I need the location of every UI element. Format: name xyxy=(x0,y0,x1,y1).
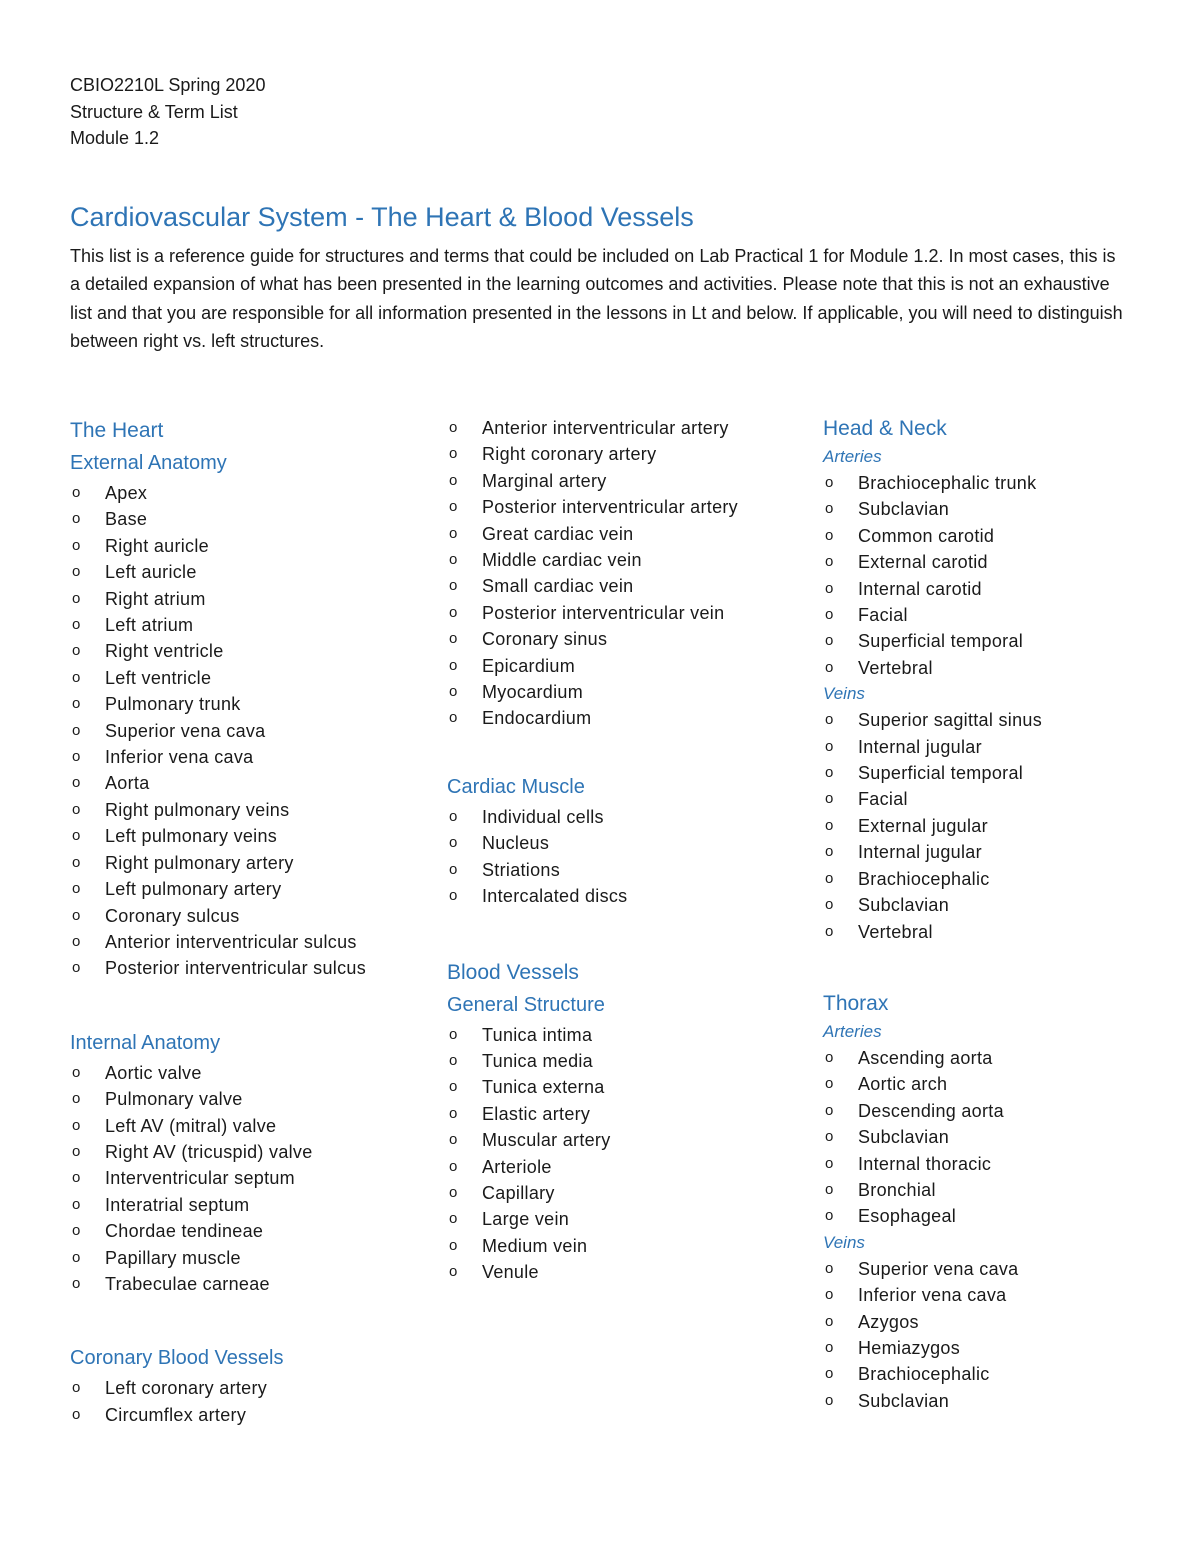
term-text: Pulmonary valve xyxy=(105,1089,243,1110)
bullet-circle-icon: o xyxy=(825,1101,834,1119)
bullet-circle-icon: o xyxy=(825,1365,834,1383)
bullet-circle-icon: o xyxy=(72,959,81,977)
bullet-circle-icon: o xyxy=(449,524,458,542)
term-text: Interatrial septum xyxy=(105,1194,250,1215)
term-text: Small cardiac vein xyxy=(482,576,634,597)
bullet-circle-icon: o xyxy=(72,1090,81,1108)
list-item xyxy=(70,559,430,585)
list-item xyxy=(447,494,767,520)
term-text: Middle cardiac vein xyxy=(482,550,642,571)
term-text: Internal jugular xyxy=(858,736,982,757)
term-text: Great cardiac vein xyxy=(482,523,634,544)
bullet-circle-icon: o xyxy=(825,737,834,755)
term-list xyxy=(823,470,1153,681)
term-text: Azygos xyxy=(858,1311,919,1332)
bullet-circle-icon: o xyxy=(825,816,834,834)
list-item xyxy=(447,600,767,626)
list-item xyxy=(447,1180,767,1206)
term-list xyxy=(70,1060,430,1298)
section-heading-thorax: Thorax xyxy=(823,991,889,1015)
term-list xyxy=(70,1375,430,1428)
list-item xyxy=(70,718,430,744)
list-item xyxy=(70,797,430,823)
term-text: Ascending aorta xyxy=(858,1047,993,1068)
term-text: Aortic arch xyxy=(858,1074,948,1095)
term-list xyxy=(447,1022,767,1286)
term-text: Trabeculae carneae xyxy=(105,1273,270,1294)
term-text: Tunica externa xyxy=(482,1077,605,1098)
term-text: Pulmonary trunk xyxy=(105,694,241,715)
subsection-heading-external-anatomy: External Anatomy xyxy=(70,452,227,474)
bullet-circle-icon: o xyxy=(449,577,458,595)
section-spacer xyxy=(447,732,767,770)
list-item xyxy=(823,1098,1153,1124)
term-list xyxy=(823,1256,1153,1414)
list-item xyxy=(70,1113,430,1139)
list-item xyxy=(70,691,430,717)
list-item xyxy=(823,602,1153,628)
list-item xyxy=(70,1245,430,1271)
term-text: Superior vena cava xyxy=(858,1258,1019,1279)
section-heading-the-heart: The Heart xyxy=(70,419,164,442)
term-text: Capillary xyxy=(482,1182,555,1203)
bullet-circle-icon: o xyxy=(825,579,834,597)
term-text: Papillary muscle xyxy=(105,1247,241,1268)
term-text: Vertebral xyxy=(858,657,933,678)
bullet-circle-icon: o xyxy=(449,656,458,674)
term-text: Interventricular septum xyxy=(105,1168,295,1189)
bullet-circle-icon: o xyxy=(72,1379,81,1397)
term-text: Anterior interventricular sulcus xyxy=(105,931,357,952)
list-item xyxy=(447,679,767,705)
bullet-circle-icon: o xyxy=(72,880,81,898)
bullet-circle-icon: o xyxy=(825,606,834,624)
section-spacer xyxy=(447,910,767,958)
list-item xyxy=(70,876,430,902)
term-text: Coronary sulcus xyxy=(105,905,240,926)
term-text: Aortic valve xyxy=(105,1062,202,1083)
term-text: Right ventricle xyxy=(105,641,224,662)
bullet-circle-icon: o xyxy=(449,807,458,825)
list-item xyxy=(823,1177,1153,1203)
term-text: Elastic artery xyxy=(482,1103,591,1124)
bullet-circle-icon: o xyxy=(449,1104,458,1122)
term-text: Tunica media xyxy=(482,1050,593,1071)
term-list xyxy=(447,804,767,910)
list-item xyxy=(447,705,767,731)
list-item xyxy=(823,1335,1153,1361)
term-text: Brachiocephalic xyxy=(858,1364,990,1385)
bullet-circle-icon: o xyxy=(449,1078,458,1096)
list-item xyxy=(70,586,430,612)
bullet-circle-icon: o xyxy=(72,1274,81,1292)
list-item xyxy=(823,628,1153,654)
list-item xyxy=(447,573,767,599)
term-text: Muscular artery xyxy=(482,1130,611,1151)
list-item xyxy=(823,707,1153,733)
bullet-circle-icon: o xyxy=(825,1154,834,1172)
section-heading-head-neck: Head & Neck xyxy=(823,417,947,440)
term-text: Internal jugular xyxy=(858,842,982,863)
bullet-circle-icon: o xyxy=(72,589,81,607)
list-item xyxy=(447,653,767,679)
bullet-circle-icon: o xyxy=(825,553,834,571)
term-text: Left AV (mitral) valve xyxy=(105,1115,277,1136)
term-text: Left atrium xyxy=(105,615,194,636)
list-item xyxy=(447,1022,767,1048)
bullet-circle-icon: o xyxy=(449,603,458,621)
bullet-circle-icon: o xyxy=(825,658,834,676)
list-item xyxy=(823,786,1153,812)
bullet-circle-icon: o xyxy=(72,1142,81,1160)
bullet-circle-icon: o xyxy=(825,1391,834,1409)
term-text: Left pulmonary artery xyxy=(105,879,282,900)
term-text: Subclavian xyxy=(858,1127,950,1148)
list-item xyxy=(447,415,767,441)
term-text: Myocardium xyxy=(482,682,584,703)
term-text: Striations xyxy=(482,859,561,880)
bullet-circle-icon: o xyxy=(72,510,81,528)
term-text: Bronchial xyxy=(858,1179,936,1200)
list-item xyxy=(70,1165,430,1191)
term-text: Large vein xyxy=(482,1209,570,1230)
list-item xyxy=(823,1309,1153,1335)
term-text: Hemiazygos xyxy=(858,1337,961,1358)
course-label: CBIO2210L Spring 2020 xyxy=(70,75,266,95)
term-text: Subclavian xyxy=(858,499,950,520)
column-vessels xyxy=(447,415,767,1286)
term-text: Brachiocephalic xyxy=(858,868,990,889)
bullet-circle-icon: o xyxy=(825,500,834,518)
list-item xyxy=(447,830,767,856)
bullet-circle-icon: o xyxy=(825,1075,834,1093)
list-item xyxy=(823,919,1153,945)
list-item xyxy=(447,1074,767,1100)
list-item xyxy=(70,506,430,532)
bullet-circle-icon: o xyxy=(72,932,81,950)
bullet-circle-icon: o xyxy=(72,1063,81,1081)
subsection-heading-general-structure: General Structure xyxy=(447,993,605,1016)
bullet-circle-icon: o xyxy=(72,853,81,871)
bullet-circle-icon: o xyxy=(825,869,834,887)
list-item xyxy=(70,1271,430,1297)
term-text: Tunica intima xyxy=(482,1024,593,1045)
bullet-circle-icon: o xyxy=(825,632,834,650)
intro-paragraph: This list is a reference guide for structures and terms that could be included on Lab Practical 1 for Module 1.2. In most cases, this is a detailed expansion of what has been presented in the learning outcomes and activities. Please note that this is not an exhaustive list and that you are responsible for all information presented in the lessons in Lt and below. If applicable, you will need to distinguish between right vs. left structures. xyxy=(70,246,1123,351)
bullet-circle-icon: o xyxy=(72,1405,81,1423)
list-item xyxy=(823,523,1153,549)
list-item xyxy=(823,1256,1153,1282)
list-item xyxy=(70,850,430,876)
bullet-circle-icon: o xyxy=(825,1048,834,1066)
term-text: Subclavian xyxy=(858,1390,950,1411)
list-item xyxy=(70,823,430,849)
list-item xyxy=(70,903,430,929)
list-item xyxy=(70,1060,430,1086)
list-item xyxy=(823,576,1153,602)
term-text: Posterior interventricular sulcus xyxy=(105,958,366,979)
list-item xyxy=(823,839,1153,865)
list-item xyxy=(70,1086,430,1112)
term-text: Internal carotid xyxy=(858,578,982,599)
list-item xyxy=(447,1127,767,1153)
list-item xyxy=(823,734,1153,760)
arteries-label: Arteries xyxy=(823,447,882,466)
term-text: Medium vein xyxy=(482,1235,588,1256)
term-text: Endocardium xyxy=(482,708,592,729)
list-item xyxy=(823,1045,1153,1071)
list-item xyxy=(823,496,1153,522)
term-text: Vertebral xyxy=(858,921,933,942)
bullet-circle-icon: o xyxy=(449,1025,458,1043)
term-text: Venule xyxy=(482,1262,539,1283)
list-item xyxy=(823,1361,1153,1387)
bullet-circle-icon: o xyxy=(825,1180,834,1198)
list-item xyxy=(447,857,767,883)
term-text: Aorta xyxy=(105,773,150,794)
list-item xyxy=(70,1375,430,1401)
list-item xyxy=(823,1124,1153,1150)
bullet-circle-icon: o xyxy=(825,790,834,808)
bullet-circle-icon: o xyxy=(72,827,81,845)
term-text: Superior vena cava xyxy=(105,720,266,741)
module-label: Module 1.2 xyxy=(70,128,160,148)
bullet-circle-icon: o xyxy=(72,616,81,634)
list-item xyxy=(447,441,767,467)
term-list xyxy=(823,707,1153,945)
term-text: External carotid xyxy=(858,552,988,573)
term-text: Facial xyxy=(858,605,908,626)
list-item xyxy=(70,929,430,955)
bullet-circle-icon: o xyxy=(72,1169,81,1187)
term-text: Esophageal xyxy=(858,1206,957,1227)
doc-type-label: Structure & Term List xyxy=(70,101,238,122)
list-item xyxy=(447,521,767,547)
bullet-circle-icon: o xyxy=(449,834,458,852)
bullet-circle-icon: o xyxy=(72,1195,81,1213)
list-item xyxy=(823,760,1153,786)
bullet-circle-icon: o xyxy=(449,419,458,436)
term-text: Individual cells xyxy=(482,806,604,827)
list-item xyxy=(70,744,430,770)
bullet-circle-icon: o xyxy=(72,642,81,660)
term-text: Anterior interventricular artery xyxy=(482,418,729,438)
term-text: Left ventricle xyxy=(105,667,212,688)
term-text: Intercalated discs xyxy=(482,886,628,907)
term-text: Internal thoracic xyxy=(858,1153,992,1174)
bullet-circle-icon: o xyxy=(449,887,458,905)
term-text: Superficial temporal xyxy=(858,763,1024,784)
term-text: Coronary sinus xyxy=(482,629,608,650)
list-item xyxy=(447,804,767,830)
list-item xyxy=(823,1151,1153,1177)
bullet-circle-icon: o xyxy=(72,774,81,792)
bullet-circle-icon: o xyxy=(449,1157,458,1175)
bullet-circle-icon: o xyxy=(72,1248,81,1266)
term-text: Left pulmonary veins xyxy=(105,826,278,847)
term-text: Descending aorta xyxy=(858,1100,1004,1121)
bullet-circle-icon: o xyxy=(825,896,834,914)
list-item xyxy=(447,1101,767,1127)
term-text: Chordae tendineae xyxy=(105,1221,264,1242)
bullet-circle-icon: o xyxy=(825,1338,834,1356)
list-item xyxy=(823,655,1153,681)
bullet-circle-icon: o xyxy=(72,906,81,924)
bullet-circle-icon: o xyxy=(449,630,458,648)
list-item xyxy=(823,1071,1153,1097)
list-item xyxy=(70,480,430,506)
term-text: Common carotid xyxy=(858,525,995,546)
list-item xyxy=(823,813,1153,839)
list-item xyxy=(823,549,1153,575)
bullet-circle-icon: o xyxy=(825,1259,834,1277)
list-item xyxy=(823,1388,1153,1414)
list-item xyxy=(823,892,1153,918)
list-item xyxy=(70,665,430,691)
subsection-heading-internal-anatomy: Internal Anatomy xyxy=(70,1031,221,1054)
list-item xyxy=(447,1259,767,1285)
bullet-circle-icon: o xyxy=(449,1131,458,1149)
list-item xyxy=(823,1282,1153,1308)
term-text: Posterior interventricular artery xyxy=(482,497,738,518)
term-text: Left coronary artery xyxy=(105,1378,268,1399)
term-text: Right auricle xyxy=(105,535,209,556)
bullet-circle-icon: o xyxy=(72,1222,81,1240)
page-title: Cardiovascular System - The Heart & Blood Vessels xyxy=(70,202,694,232)
bullet-circle-icon: o xyxy=(449,683,458,701)
bullet-circle-icon: o xyxy=(72,1116,81,1134)
bullet-circle-icon: o xyxy=(825,711,834,729)
bullet-circle-icon: o xyxy=(825,1207,834,1225)
bullet-circle-icon: o xyxy=(72,800,81,818)
bullet-circle-icon: o xyxy=(825,843,834,861)
section-spacer xyxy=(70,1297,430,1341)
list-item xyxy=(70,1402,430,1428)
term-text: Right coronary artery xyxy=(482,444,657,465)
term-text: Apex xyxy=(105,483,148,503)
bullet-circle-icon: o xyxy=(449,498,458,516)
term-text: Brachiocephalic trunk xyxy=(858,473,1037,493)
bullet-circle-icon: o xyxy=(449,1236,458,1254)
term-text: Superior sagittal sinus xyxy=(858,710,1042,731)
term-text: Base xyxy=(105,509,148,530)
term-text: Right atrium xyxy=(105,588,206,609)
bullet-circle-icon: o xyxy=(449,1183,458,1201)
bullet-circle-icon: o xyxy=(825,922,834,940)
list-item xyxy=(447,626,767,652)
term-text: Inferior vena cava xyxy=(105,747,254,768)
list-item xyxy=(447,547,767,573)
list-item xyxy=(70,1139,430,1165)
list-item xyxy=(823,470,1153,496)
section-spacer xyxy=(823,945,1153,989)
term-text: Superficial temporal xyxy=(858,631,1024,652)
list-item xyxy=(823,866,1153,892)
bullet-circle-icon: o xyxy=(825,764,834,782)
list-item xyxy=(70,533,430,559)
term-text: Left auricle xyxy=(105,562,197,583)
section-heading-blood-vessels: Blood Vessels xyxy=(447,960,579,984)
bullet-circle-icon: o xyxy=(449,1051,458,1069)
arteries-label: Arteries xyxy=(823,1021,882,1041)
bullet-circle-icon: o xyxy=(825,474,834,491)
veins-label: Veins xyxy=(823,684,865,704)
term-text: Inferior vena cava xyxy=(858,1285,1007,1306)
term-text: Nucleus xyxy=(482,833,550,854)
list-item xyxy=(70,770,430,796)
bullet-circle-icon: o xyxy=(72,748,81,766)
bullet-circle-icon: o xyxy=(449,860,458,878)
list-item xyxy=(70,1218,430,1244)
list-item xyxy=(70,1192,430,1218)
list-item xyxy=(447,1154,767,1180)
term-list xyxy=(70,480,430,982)
term-text: Right pulmonary veins xyxy=(105,799,290,820)
term-list xyxy=(447,415,767,732)
term-text: Right pulmonary artery xyxy=(105,852,294,873)
column-heart xyxy=(70,416,430,1428)
bullet-circle-icon: o xyxy=(449,709,458,727)
list-item xyxy=(447,883,767,909)
bullet-circle-icon: o xyxy=(72,484,81,501)
bullet-circle-icon: o xyxy=(449,1210,458,1228)
bullet-circle-icon: o xyxy=(825,1286,834,1304)
term-text: Arteriole xyxy=(482,1156,552,1177)
list-item xyxy=(447,1206,767,1232)
term-text: Subclavian xyxy=(858,895,950,916)
bullet-circle-icon: o xyxy=(825,1312,834,1330)
term-text: Posterior interventricular vein xyxy=(482,602,725,623)
bullet-circle-icon: o xyxy=(449,445,458,463)
term-list xyxy=(823,1045,1153,1230)
veins-label: Veins xyxy=(823,1232,865,1252)
list-item xyxy=(70,955,430,981)
subsection-heading-cardiac-muscle: Cardiac Muscle xyxy=(447,775,585,798)
list-item xyxy=(447,468,767,494)
term-text: Circumflex artery xyxy=(105,1404,247,1425)
bullet-circle-icon: o xyxy=(825,1128,834,1146)
term-text: Epicardium xyxy=(482,655,576,676)
bullet-circle-icon: o xyxy=(825,526,834,544)
list-item xyxy=(70,638,430,664)
bullet-circle-icon: o xyxy=(449,1263,458,1281)
term-text: External jugular xyxy=(858,815,988,836)
document-header xyxy=(70,72,265,152)
bullet-circle-icon: o xyxy=(72,668,81,686)
term-text: Facial xyxy=(858,789,908,810)
bullet-circle-icon: o xyxy=(72,695,81,713)
term-text: Marginal artery xyxy=(482,470,607,491)
column-regions xyxy=(823,414,1153,1414)
bullet-circle-icon: o xyxy=(449,551,458,569)
bullet-circle-icon: o xyxy=(72,721,81,739)
section-spacer xyxy=(70,982,430,1026)
list-item xyxy=(70,612,430,638)
list-item xyxy=(447,1048,767,1074)
term-text: Right AV (tricuspid) valve xyxy=(105,1141,313,1162)
bullet-circle-icon: o xyxy=(72,536,81,554)
list-item xyxy=(823,1203,1153,1229)
bullet-circle-icon: o xyxy=(72,563,81,581)
subsection-heading-coronary-blood-vessels: Coronary Blood Vessels xyxy=(70,1347,284,1370)
bullet-circle-icon: o xyxy=(449,471,458,489)
list-item xyxy=(447,1233,767,1259)
